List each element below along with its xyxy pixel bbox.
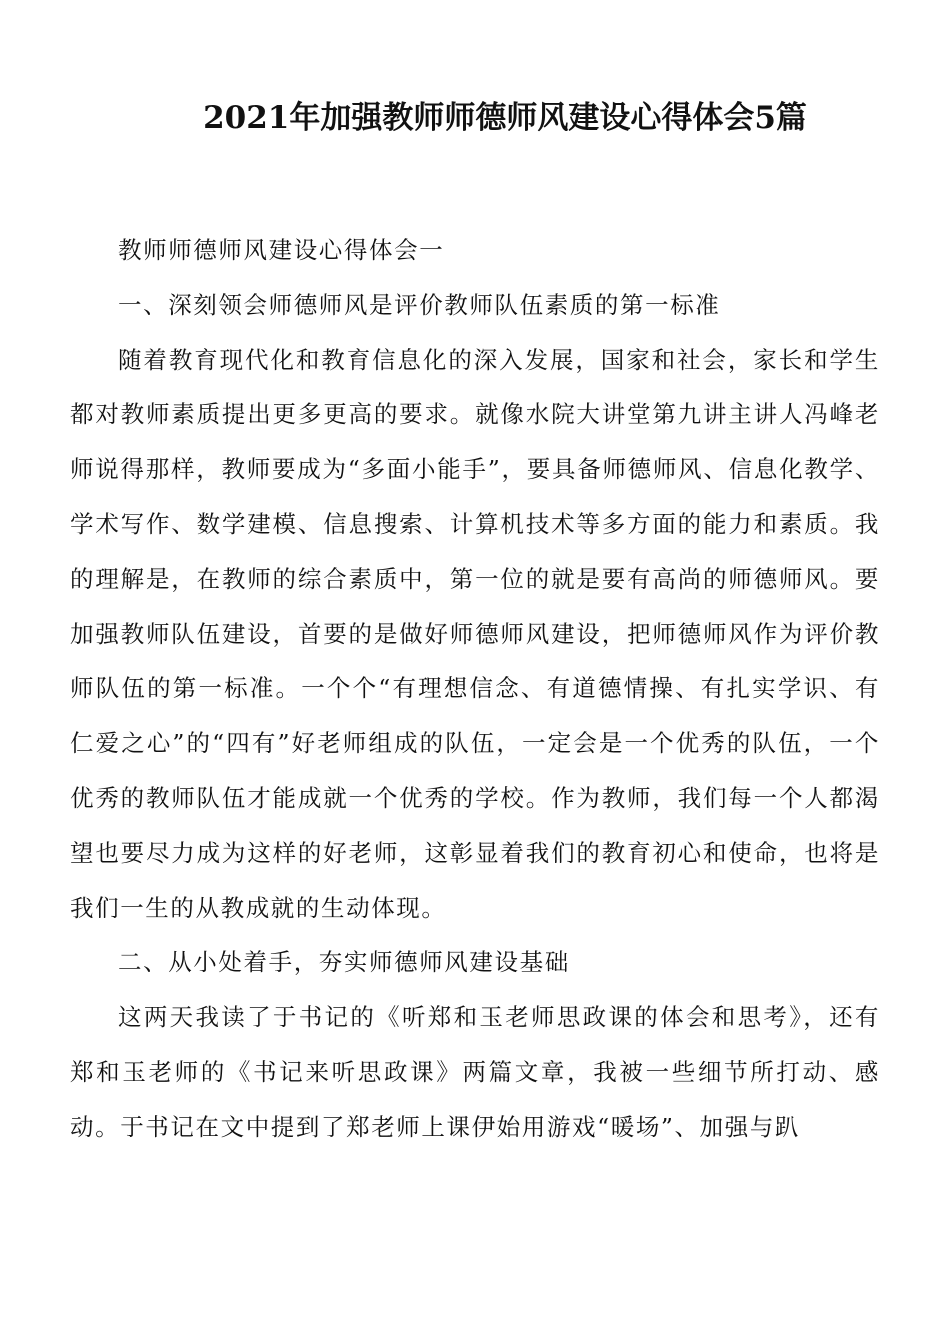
paragraph-section-heading: 教师师德师风建设心得体会一 bbox=[118, 236, 445, 264]
document-body bbox=[70, 223, 880, 1155]
document-title: 2021年加强教师师德师风建设心得体会5篇 bbox=[203, 100, 807, 136]
paragraph-subheading-2: 二、从小处着手，夯实师德师风建设基础 bbox=[118, 948, 570, 977]
paragraph-body-1: 随着教育现代化和教育信息化的深入发展，国家和社会，家长和学生都对教师素质提出更多更高的要求。就像水院大讲堂第九讲主讲人冯峰老师说得那样，教师要成为“多面小能手”，要具备师德师风、信息化教学、学术写作、数学建模、信息搜索、计算机技术等多方面的能力和素质。我的理解是，在教师的综合素质中，第一位的就是要有高尚的师德师风。要加强教师队伍建设，首要的是做好师德师风建设，把师德师风作为评价教师队伍的第一标准。一个个“有理想信念、有道德情操、有扎实学识、有仁爱之心”的“四有”好老师组成的队伍，一定会是一个优秀的队伍，一个优秀的教师队伍才能成就一个优秀的学校。作为教师，我们每一个人都渴望也要尽力成为这样的好老师，这彰显着我们的教育初心和使命，也将是我们一生的从教成就的生动体现。 bbox=[70, 345, 880, 922]
paragraph-body-2: 这两天我读了于书记的《听郑和玉老师思政课的体会和思考》，还有郑和玉老师的《书记来听思政课》两篇文章，我被一些细节所打动、感动。于书记在文中提到了郑老师上课伊始用游戏“暖场”、加强与趴 bbox=[70, 1003, 880, 1141]
paragraph-subheading-1: 一、深刻领会师德师风是评价教师队伍素质的第一标准 bbox=[118, 290, 721, 319]
